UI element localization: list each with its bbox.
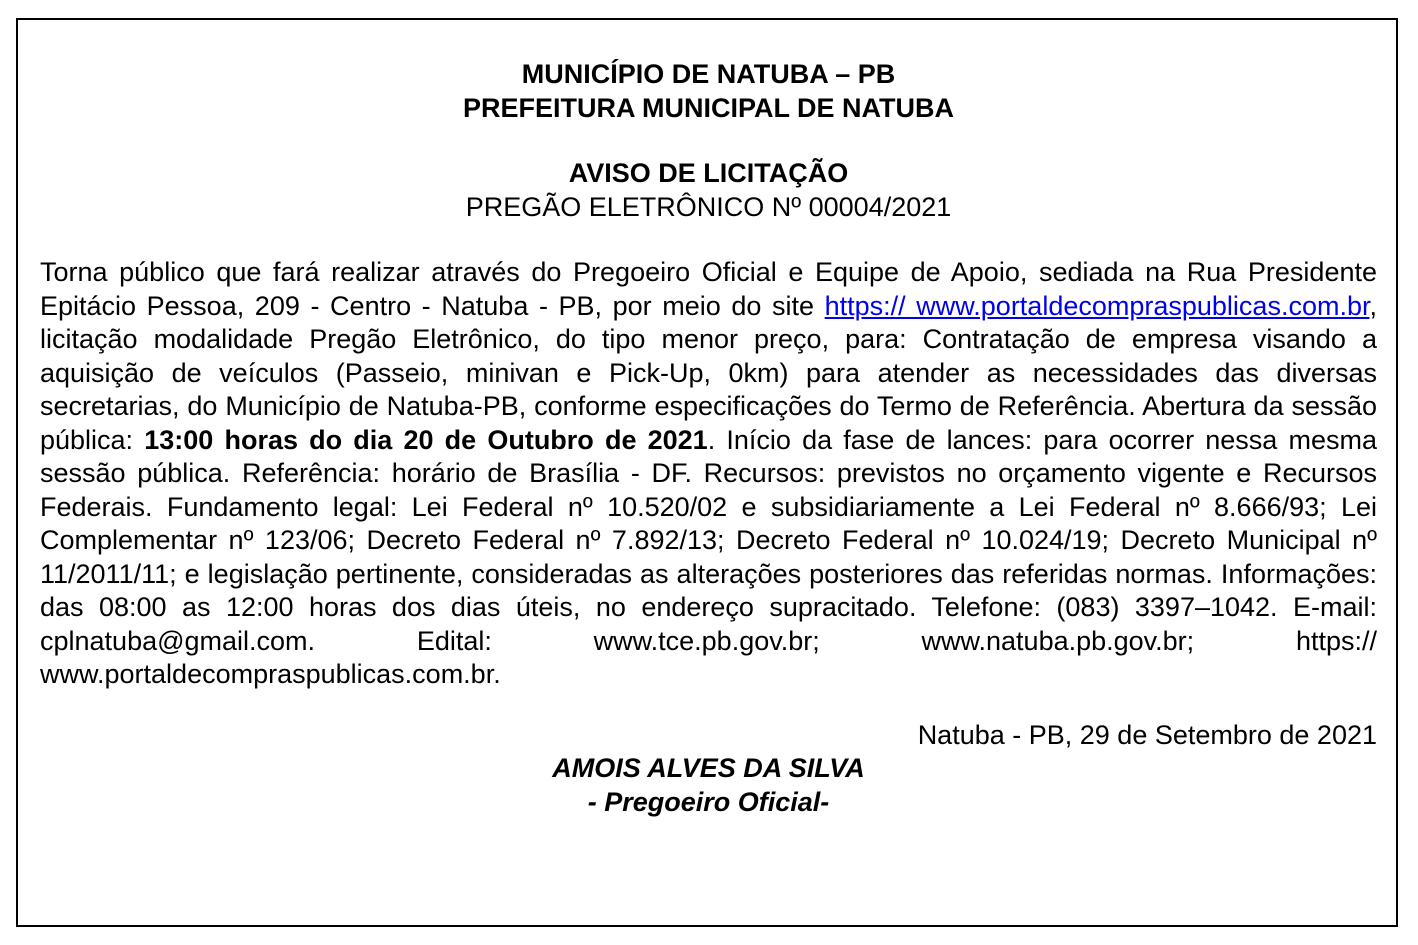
procurement-portal-link[interactable]: https:// www.portaldecompraspublicas.com.br <box>824 290 1370 321</box>
signer-name: AMOIS ALVES DA SILVA <box>552 753 865 783</box>
place-and-date: Natuba - PB, 29 de Setembro de 2021 <box>917 719 1377 750</box>
municipality-title: MUNICÍPIO DE NATUBA – PB <box>521 59 896 89</box>
body-text-part-1: Torna público que fará realizar através do Pregoeiro Oficial e Equipe de Apoio, sediada na Rua Presidente Epitácio Pessoa, 209 - Centro - Natuba - PB, por meio do site <box>40 257 1377 321</box>
prefecture-title: PREFEITURA MUNICIPAL DE NATUBA <box>463 92 954 123</box>
notice-body <box>40 256 1377 692</box>
notice-title: AVISO DE LICITAÇÃO <box>568 158 849 188</box>
body-text-part-2: , licitação modalidade Pregão Eletrônico, do tipo menor preço, para: Contratação de empresa visando a aquisição de veículos (Passeio, minivan e Pick-Up, 0km) para atender as necessidades das diversas secretarias, do Município de Natuba-PB, conforme especificações do Termo de Referência. Abertura da sessão pública: <box>40 290 1377 455</box>
issuer-header <box>40 58 1377 125</box>
body-text-part-3: . Início da fase de lances: para ocorrer nessa mesma sessão pública. Referência: horário de Brasília - DF. Recursos: previstos no orçamento vigente e Recursos Federais. Fundamento legal: Lei Federal nº 10.520/02 e subsidiariamente a Lei Federal nº 8.666/93; Lei Complementar nº 123/06; Decreto Federal nº 7.892/13; Decreto Federal nº 10.024/19; Decreto Municipal nº 11/2011/11; e legislação pertinente, consideradas as alterações posteriores das referidas normas. Informações: das 08:00 as 12:00 horas dos dias úteis, no endereço supracitado. Telefone: (083) 3397–1042. E-mail: cplnatuba@gmail.com. Edital: www.tce.pb.gov.br; www.natuba.pb.gov.br; https:// www.portaldecompraspublicas.com.br. <box>40 424 1377 689</box>
signer-role: - Pregoeiro Oficial- <box>587 786 830 817</box>
session-datetime: 13:00 horas do dia 20 de Outubro de 2021 <box>144 424 708 455</box>
signature-block <box>40 752 1377 819</box>
notice-heading <box>40 157 1377 224</box>
notice-subtitle: PREGÃO ELETRÔNICO Nº 00004/2021 <box>465 191 952 222</box>
notice-content <box>40 58 1377 819</box>
